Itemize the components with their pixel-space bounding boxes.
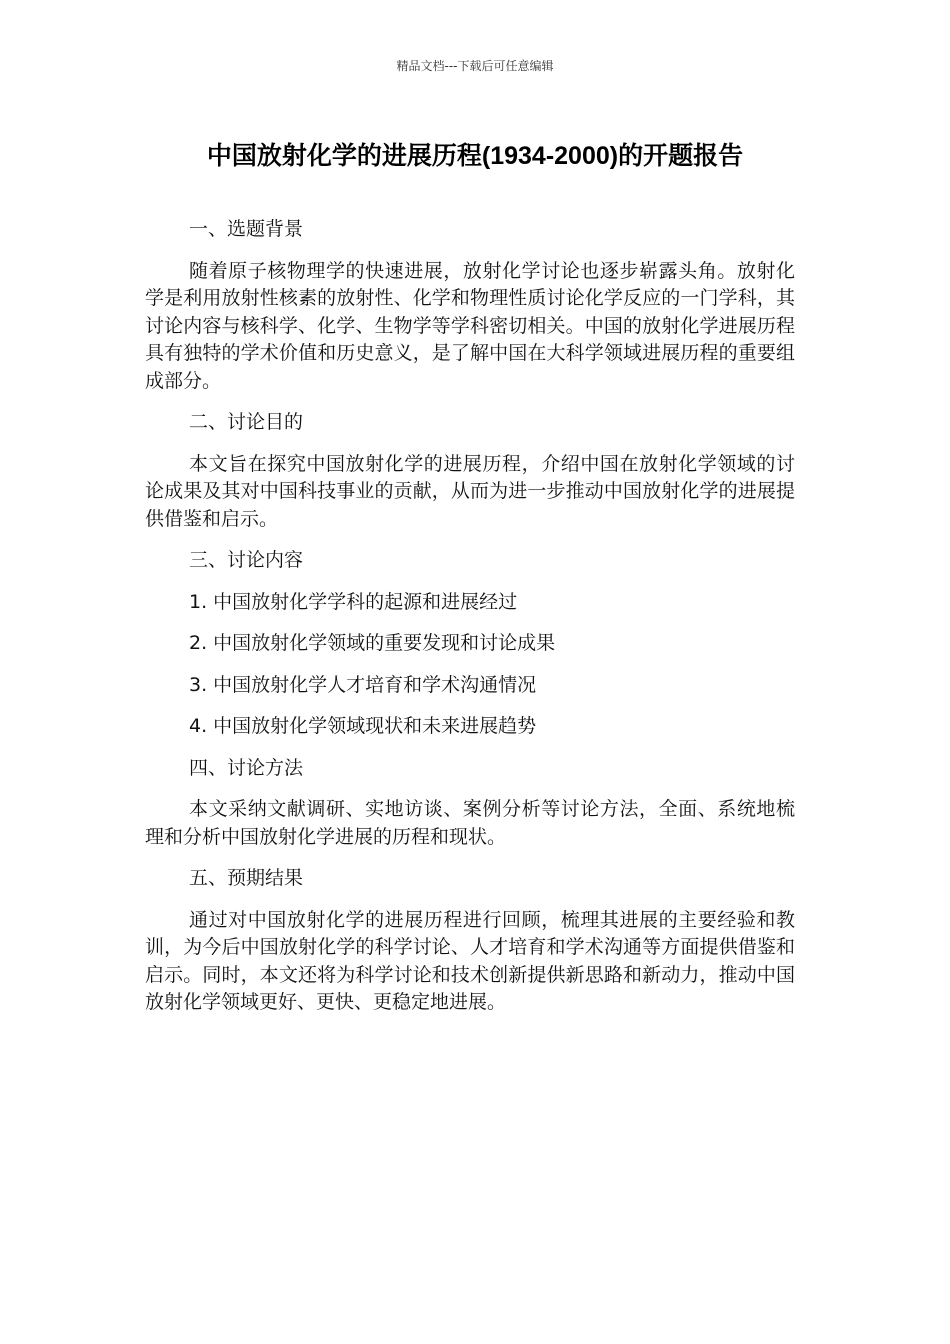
section-heading-background: 一、选题背景: [189, 218, 304, 240]
list-item: 1. 中国放射化学学科的起源和进展经过: [189, 590, 518, 613]
list-item: 4. 中国放射化学领域现状和未来进展趋势: [189, 715, 537, 737]
section-paragraph-purpose: 本文旨在探究中国放射化学的进展历程，介绍中国在放射化学领域的讨论成果及其对中国科技事业的贡献，从而为进一步推动中国放射化学的进展提供借鉴和启示。: [145, 452, 795, 530]
section-paragraph-method: 本文采纳文献调研、实地访谈、案例分析等讨论方法，全面、系统地梳理和分析中国放射化学进展的历程和现状。: [145, 798, 795, 848]
header-note: 精品文档---下载后可任意编辑: [396, 59, 554, 73]
section-heading-purpose: 二、讨论目的: [189, 411, 304, 433]
section-heading-content: 三、讨论内容: [189, 549, 304, 571]
section-heading-results: 五、预期结果: [189, 867, 304, 889]
list-item: 2. 中国放射化学领域的重要发现和讨论成果: [189, 632, 556, 654]
list-item: 3. 中国放射化学人才培育和学术沟通情况: [189, 673, 537, 696]
document-title: 中国放射化学的进展历程(1934-2000)的开题报告: [206, 142, 744, 170]
document-body: [145, 216, 795, 1031]
section-heading-method: 四、讨论方法: [189, 756, 304, 779]
section-paragraph-results: 通过对中国放射化学的进展历程进行回顾，梳理其进展的主要经验和教训，为今后中国放射化学的科学讨论、人才培育和学术沟通等方面提供借鉴和启示。同时，本文还将为科学讨论和技术创新提供新思路和新动力，推动中国放射化学领域更好、更快、更稳定地进展。: [145, 908, 795, 1013]
section-paragraph-background: 随着原子核物理学的快速进展，放射化学讨论也逐步崭露头角。放射化学是利用放射性核素的放射性、化学和物理性质讨论化学反应的一门学科，其讨论内容与核科学、化学、生物学等学科密切相关。中国的放射化学进展历程具有独特的学术价值和历史意义，是了解中国在大科学领域进展历程的重要组成部分。: [145, 259, 795, 392]
